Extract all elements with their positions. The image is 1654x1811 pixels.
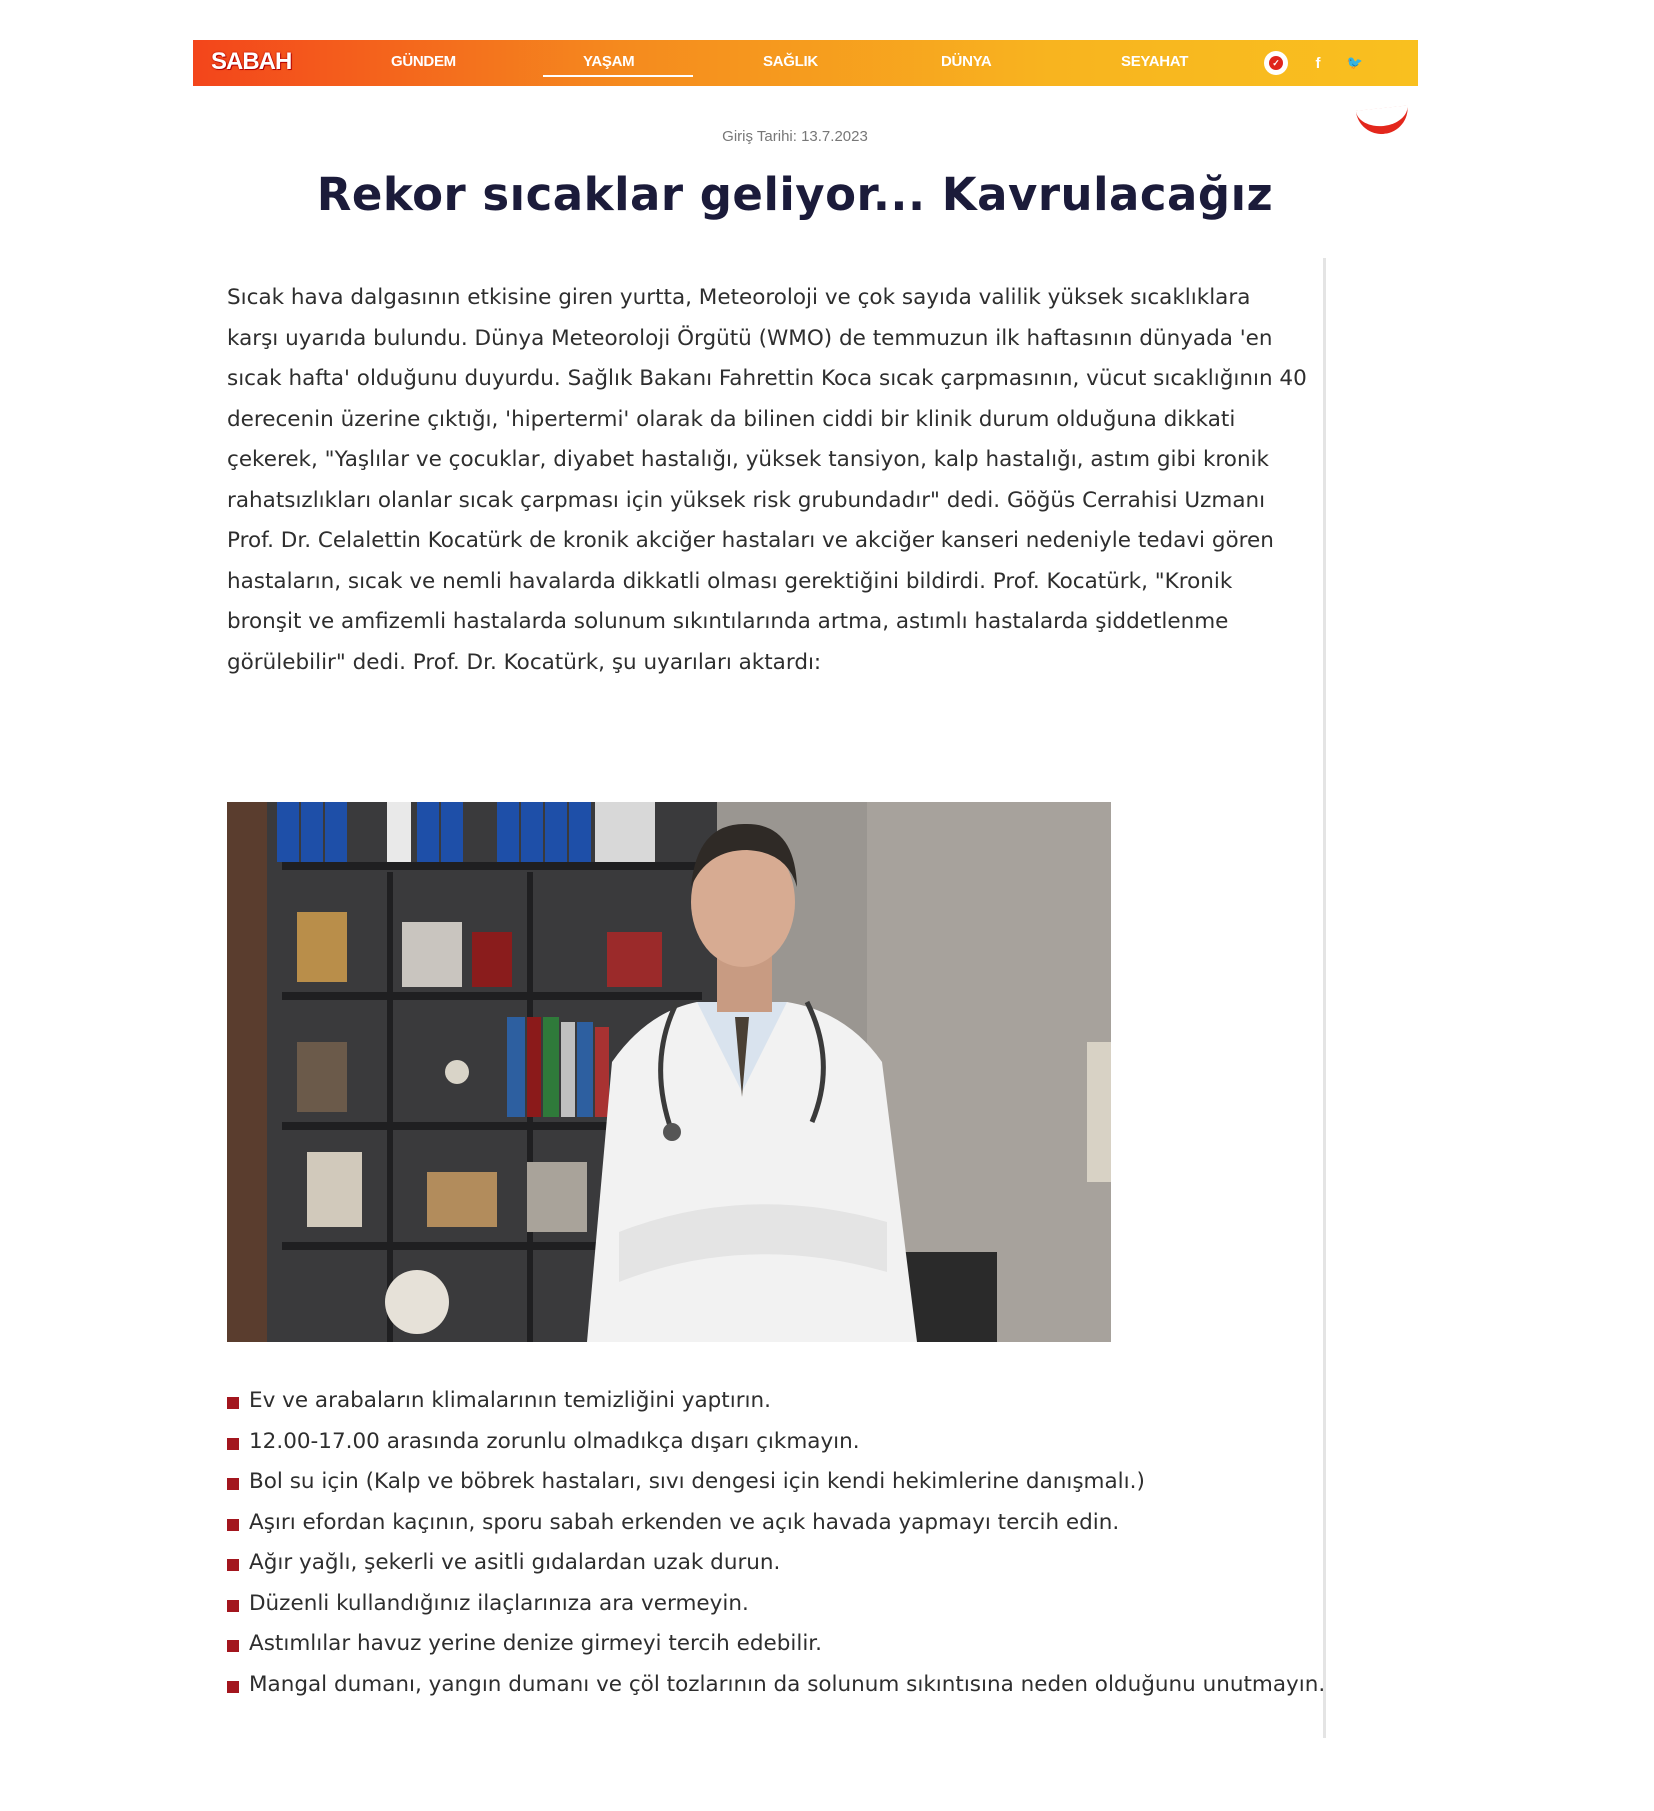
- bullet-square-icon: [227, 1559, 239, 1571]
- top-nav-bar: [193, 40, 1418, 86]
- list-item: [227, 1665, 1327, 1706]
- article-title: Rekor sıcaklar geliyor... Kavrulacağız: [316, 168, 1274, 221]
- nav-item-saglik[interactable]: SAĞLIK: [763, 53, 818, 70]
- bullet-square-icon: [227, 1681, 239, 1693]
- warning-list: [227, 1381, 1327, 1705]
- list-item-text: Mangal dumanı, yangın dumanı ve çöl tozlarının da solunum sıkıntısına neden olduğunu unutmayın.: [249, 1671, 1326, 1697]
- bullet-square-icon: [227, 1600, 239, 1612]
- list-item: [227, 1584, 1327, 1625]
- brand-badge-icon[interactable]: [1264, 51, 1288, 75]
- list-item: [227, 1543, 1327, 1584]
- bullet-square-icon: [227, 1478, 239, 1490]
- list-item: [227, 1462, 1327, 1503]
- nav-item-gundem[interactable]: GÜNDEM: [391, 53, 456, 70]
- list-item: [227, 1503, 1327, 1544]
- list-item-text: Astımlılar havuz yerine denize girmeyi tercih edebilir.: [249, 1631, 823, 1656]
- brand-badge-glyph: ✓: [1269, 56, 1283, 70]
- list-item: [227, 1624, 1327, 1665]
- list-item: [227, 1422, 1327, 1463]
- doctor-photo-illustration: [227, 802, 1111, 1342]
- bullet-square-icon: [227, 1640, 239, 1652]
- nav-item-seyahat[interactable]: SEYAHAT: [1121, 53, 1189, 70]
- bullet-square-icon: [227, 1519, 239, 1531]
- active-nav-underline: [543, 75, 693, 77]
- list-item-text: Aşırı efordan kaçının, sporu sabah erkenden ve açık havada yapmayı tercih edin.: [249, 1509, 1120, 1535]
- sabah-logo[interactable]: SABAH: [211, 48, 292, 75]
- article-photo: [227, 802, 1111, 1342]
- article-body: Sıcak hava dalgasının etkisine giren yurtta, Meteoroloji ve çok sayıda valilik yüksek sıcaklıklara karşı uyarıda bulundu. Dünya Meteoroloji Örgütü (WMO) de temmuzun ilk haftasının dünyada 'en sıcak hafta' olduğunu duyurdu. Sağlık Bakanı Fahrettin Koca sıcak çarpmasının, vücut sıcaklığının 40 derecenin üzerine çıktığı, 'hipertermi' olarak da bilinen ciddi bir klinik durum olduğuna dikkati çekerek, "Yaşlılar ve çocuklar, diyabet hastalığı, yüksek tansiyon, kalp hastalığı, astım gibi kronik rahatsızlıkları olanlar sıcak çarpması için yüksek risk grubundadır" dedi. Göğüs Cerrahisi Uzmanı Prof. Dr. Celalettin Kocatürk de kronik akciğer hastaları ve akciğer kanseri nedeniyle tedavi gören hastaların, sıcak ve nemli havalarda dikkatli olması gerektiğini bildirdi. Prof. Kocatürk, "Kronik bronşit ve amfizemli hastalarda solunum sıkıntılarında artma, astımlı hastalarda şiddetlenme görülebilir" dedi. Prof. Dr. Kocatürk, şu uyarıları aktardı:: [227, 285, 1307, 675]
- nav-item-dunya[interactable]: DÜNYA: [941, 53, 992, 70]
- list-item-text: Düzenli kullandığınız ilaçlarınıza ara vermeyin.: [249, 1590, 749, 1616]
- list-item-text: Ağır yağlı, şekerli ve asitli gıdalardan uzak durun.: [249, 1550, 781, 1575]
- facebook-icon[interactable]: f: [1315, 54, 1321, 72]
- list-item-text: Bol su için (Kalp ve böbrek hastaları, sıvı dengesi için kendi hekimlerine danışmalı.): [249, 1469, 1145, 1494]
- publish-date: Giriş Tarihi: 13.7.2023: [722, 128, 868, 145]
- list-item-text: 12.00-17.00 arasında zorunlu olmadıkça dışarı çıkmayın.: [249, 1428, 860, 1454]
- bullet-square-icon: [227, 1438, 239, 1450]
- nav-item-yasam[interactable]: YAŞAM: [583, 53, 635, 70]
- bullet-square-icon: [227, 1397, 239, 1409]
- twitter-icon[interactable]: 🐦: [1346, 55, 1364, 70]
- list-item: [227, 1381, 1327, 1422]
- list-item-text: Ev ve arabaların klimalarının temizliğini yaptırın.: [249, 1388, 771, 1413]
